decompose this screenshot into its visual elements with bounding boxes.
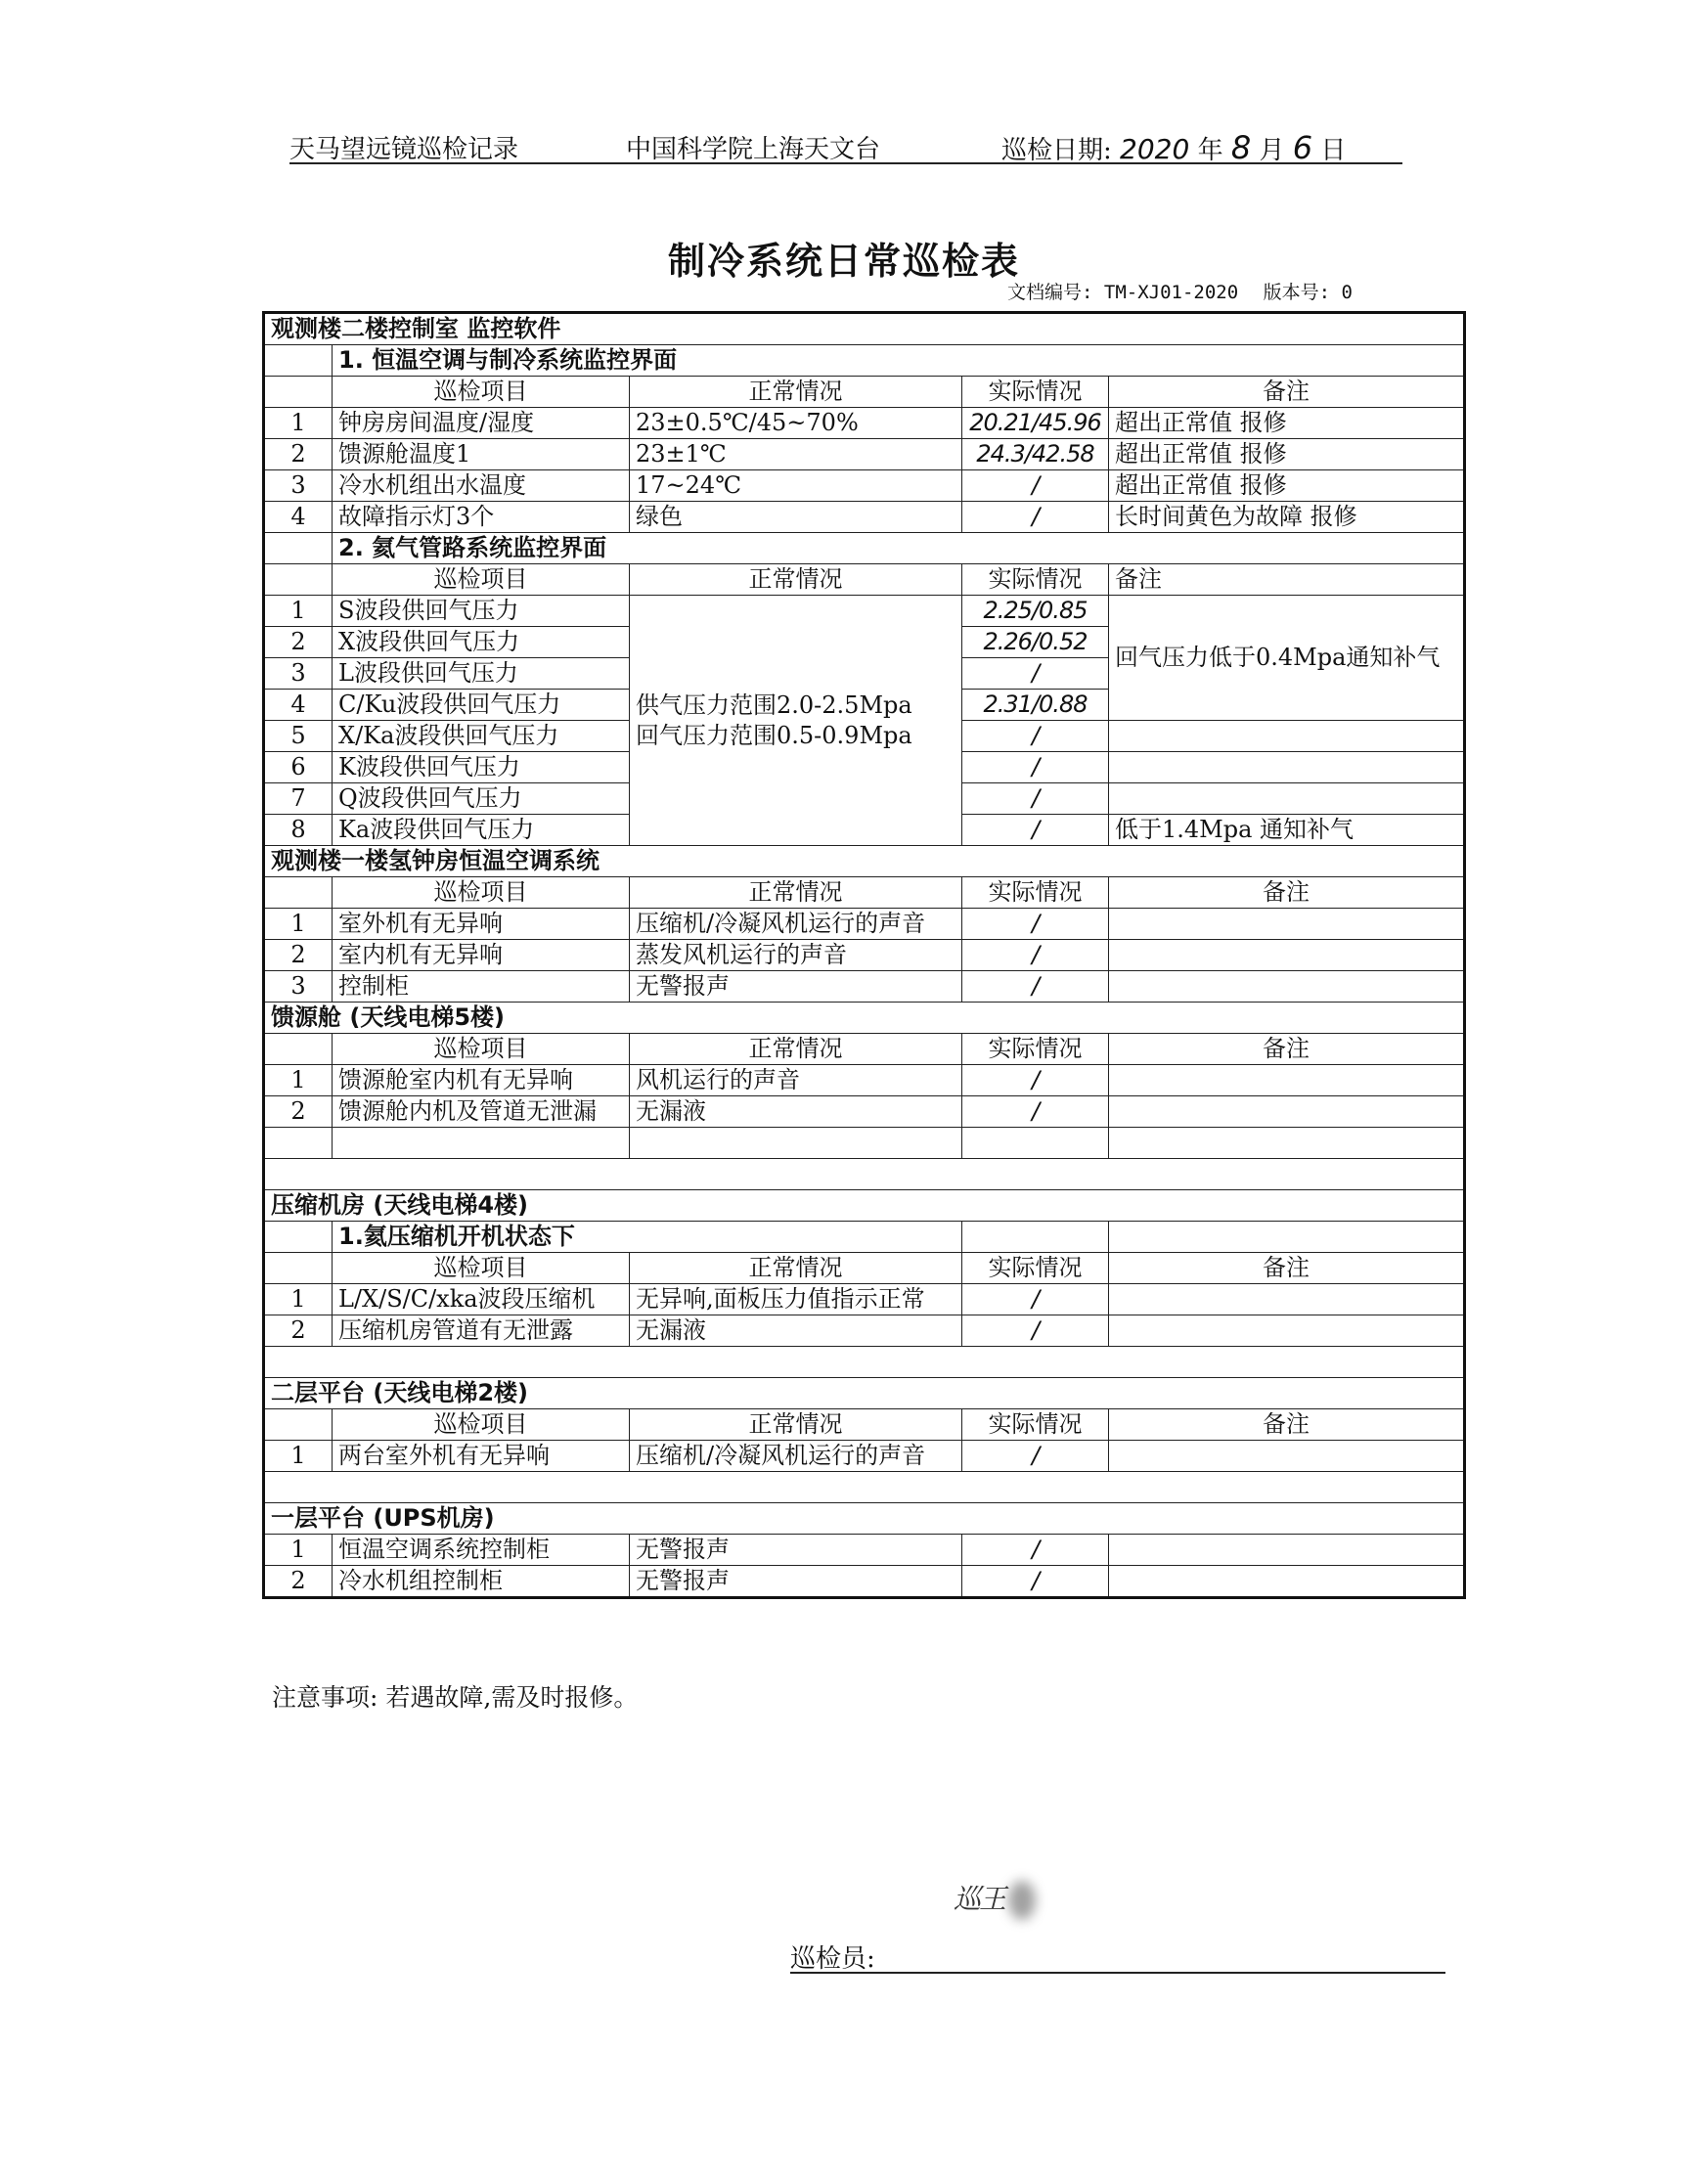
section-header — [264, 313, 1465, 345]
row-item: X波段供回气压力 — [333, 627, 630, 658]
col-remark: 备注 — [1109, 564, 1465, 596]
date-label: 巡检日期: — [1001, 136, 1112, 165]
row-number: 1 — [264, 1441, 333, 1472]
return-pressure-range: 回气压力范围0.5-0.9Mpa — [636, 721, 912, 749]
subsection-title: 1.氦压缩机开机状态下 — [333, 1222, 962, 1253]
row-item: 恒温空调系统控制柜 — [333, 1535, 630, 1566]
section-title: 馈源舱 (天线电梯5楼) — [264, 1003, 1465, 1034]
row-remark — [1109, 1284, 1465, 1315]
row-number: 4 — [264, 690, 333, 721]
row-normal: 无警报声 — [630, 1535, 962, 1566]
signature-smudge — [1008, 1881, 1036, 1920]
row-item: Ka波段供回气压力 — [333, 815, 630, 846]
date-day: 6 — [1292, 129, 1313, 166]
row-actual: / — [962, 971, 1109, 1003]
row-item: 两台室外机有无异响 — [333, 1441, 630, 1472]
row-normal: 压缩机/冷凝风机运行的声音 — [630, 909, 962, 940]
row-item: Q波段供回气压力 — [333, 783, 630, 815]
row-normal: 无漏液 — [630, 1096, 962, 1128]
row-actual: / — [962, 1065, 1109, 1096]
row-actual: 2.25/0.85 — [962, 596, 1109, 627]
col-normal: 正常情况 — [630, 377, 962, 408]
row-number: 1 — [264, 596, 333, 627]
inspector-signature — [954, 1878, 1036, 1920]
row-number: 1 — [264, 1284, 333, 1315]
row-remark: 超出正常值 报修 — [1109, 470, 1465, 502]
row-item: 压缩机房管道有无泄露 — [333, 1315, 630, 1347]
row-actual: 2.31/0.88 — [962, 690, 1109, 721]
table-row — [264, 1566, 1465, 1598]
row-normal: 蒸发风机运行的声音 — [630, 940, 962, 971]
subsection-header — [264, 533, 1465, 564]
col-remark: 备注 — [1109, 877, 1465, 909]
column-header-row — [264, 377, 1465, 408]
row-number: 2 — [264, 940, 333, 971]
section-title: 观测楼二楼控制室 监控软件 — [264, 313, 1465, 345]
doc-number: 文档编号: TM-XJ01-2020 — [1007, 282, 1239, 303]
row-number: 2 — [264, 627, 333, 658]
pressure-remark: 回气压力低于0.4Mpa通知补气 — [1109, 596, 1465, 721]
inspection-date — [1001, 129, 1346, 166]
row-remark — [1109, 721, 1465, 752]
inspector-label: 巡检员: — [790, 1944, 875, 1974]
row-number: 7 — [264, 783, 333, 815]
doc-info — [1007, 278, 1366, 304]
row-item: 馈源舱室内机有无异响 — [333, 1065, 630, 1096]
row-actual: 2.26/0.52 — [962, 627, 1109, 658]
row-remark — [1109, 783, 1465, 815]
row-number: 1 — [264, 909, 333, 940]
row-number: 3 — [264, 971, 333, 1003]
column-header-row — [264, 1409, 1465, 1441]
pressure-normal-range — [630, 596, 962, 846]
table-row — [264, 502, 1465, 533]
row-actual: / — [962, 940, 1109, 971]
row-normal: 23±0.5℃/45~70% — [630, 408, 962, 439]
signature-text: 巡王 — [954, 1883, 1005, 1915]
row-number: 6 — [264, 752, 333, 783]
row-number: 2 — [264, 1566, 333, 1598]
column-header-row — [264, 1253, 1465, 1284]
col-normal: 正常情况 — [630, 1253, 962, 1284]
row-actual: / — [962, 1284, 1109, 1315]
row-remark: 长时间黄色为故障 报修 — [1109, 502, 1465, 533]
header-left: 天马望远镜巡检记录 — [289, 135, 519, 164]
date-month: 8 — [1230, 129, 1252, 166]
col-item: 巡检项目 — [333, 1034, 630, 1065]
page-title: 制冷系统日常巡检表 — [667, 240, 1020, 283]
row-item: L波段供回气压力 — [333, 658, 630, 690]
col-remark: 备注 — [1109, 1253, 1465, 1284]
section-header — [264, 846, 1465, 877]
row-item: K波段供回气压力 — [333, 752, 630, 783]
col-normal: 正常情况 — [630, 877, 962, 909]
row-item: 钟房房间温度/湿度 — [333, 408, 630, 439]
footer-note: 注意事项: 若遇故障,需及时报修。 — [272, 1683, 639, 1712]
row-remark — [1109, 1535, 1465, 1566]
row-number: 1 — [264, 1065, 333, 1096]
row-actual: / — [962, 909, 1109, 940]
spacer-row — [264, 1347, 1465, 1378]
row-actual: / — [962, 815, 1109, 846]
row-actual: / — [962, 783, 1109, 815]
col-item: 巡检项目 — [333, 1253, 630, 1284]
section-header — [264, 1503, 1465, 1535]
section-header — [264, 1190, 1465, 1222]
subsection-title: 1. 恒温空调与制冷系统监控界面 — [333, 345, 1465, 377]
row-remark — [1109, 752, 1465, 783]
col-actual: 实际情况 — [962, 1034, 1109, 1065]
row-actual: / — [962, 502, 1109, 533]
row-item: X/Ka波段供回气压力 — [333, 721, 630, 752]
row-item: L/X/S/C/xka波段压缩机 — [333, 1284, 630, 1315]
col-remark: 备注 — [1109, 1409, 1465, 1441]
row-actual: / — [962, 1315, 1109, 1347]
row-actual: / — [962, 470, 1109, 502]
row-normal: 风机运行的声音 — [630, 1065, 962, 1096]
row-item: 馈源舱温度1 — [333, 439, 630, 470]
row-normal: 17~24℃ — [630, 470, 962, 502]
table-row — [264, 1441, 1465, 1472]
subsection-header — [264, 345, 1465, 377]
row-actual: / — [962, 721, 1109, 752]
table-row — [264, 1096, 1465, 1128]
table-row — [264, 596, 1465, 627]
column-header-row — [264, 1034, 1465, 1065]
section-title: 一层平台 (UPS机房) — [264, 1503, 1465, 1535]
date-month-unit: 月 — [1259, 136, 1285, 165]
table-row — [264, 1315, 1465, 1347]
row-actual: / — [962, 1096, 1109, 1128]
row-normal: 无漏液 — [630, 1315, 962, 1347]
row-item: S波段供回气压力 — [333, 596, 630, 627]
row-number: 3 — [264, 658, 333, 690]
row-normal: 23±1℃ — [630, 439, 962, 470]
row-normal: 压缩机/冷凝风机运行的声音 — [630, 1441, 962, 1472]
row-normal: 无警报声 — [630, 971, 962, 1003]
row-normal: 无异响,面板压力值指示正常 — [630, 1284, 962, 1315]
col-actual: 实际情况 — [962, 1409, 1109, 1441]
col-actual: 实际情况 — [962, 877, 1109, 909]
row-remark — [1109, 971, 1465, 1003]
signature-line — [790, 1972, 1445, 1974]
row-remark: 超出正常值 报修 — [1109, 408, 1465, 439]
row-item: 馈源舱内机及管道无泄漏 — [333, 1096, 630, 1128]
table-row — [264, 1535, 1465, 1566]
row-actual: / — [962, 658, 1109, 690]
row-remark — [1109, 1441, 1465, 1472]
section-header — [264, 1003, 1465, 1034]
row-remark: 超出正常值 报修 — [1109, 439, 1465, 470]
table-row — [264, 408, 1465, 439]
row-number: 3 — [264, 470, 333, 502]
row-item: 室内机有无异响 — [333, 940, 630, 971]
header-rule — [289, 162, 1402, 164]
row-item: 冷水机组控制柜 — [333, 1566, 630, 1598]
table-row — [264, 470, 1465, 502]
col-normal: 正常情况 — [630, 564, 962, 596]
row-actual: 20.21/45.96 — [962, 408, 1109, 439]
row-remark — [1109, 940, 1465, 971]
subsection-header — [264, 1222, 1465, 1253]
row-normal: 绿色 — [630, 502, 962, 533]
row-actual: / — [962, 1441, 1109, 1472]
row-actual: 24.3/42.58 — [962, 439, 1109, 470]
row-number: 1 — [264, 1535, 333, 1566]
row-number: 4 — [264, 502, 333, 533]
row-remark — [1109, 1566, 1465, 1598]
col-actual: 实际情况 — [962, 377, 1109, 408]
row-item: 故障指示灯3个 — [333, 502, 630, 533]
col-item: 巡检项目 — [333, 1409, 630, 1441]
col-remark: 备注 — [1109, 377, 1465, 408]
row-number: 2 — [264, 1315, 333, 1347]
row-normal: 无警报声 — [630, 1566, 962, 1598]
row-number: 2 — [264, 1096, 333, 1128]
row-actual: / — [962, 1566, 1109, 1598]
col-actual: 实际情况 — [962, 1253, 1109, 1284]
section-header — [264, 1378, 1465, 1409]
row-item: 室外机有无异响 — [333, 909, 630, 940]
inspection-table — [262, 311, 1466, 1599]
col-normal: 正常情况 — [630, 1409, 962, 1441]
col-normal: 正常情况 — [630, 1034, 962, 1065]
row-actual: / — [962, 752, 1109, 783]
col-remark: 备注 — [1109, 1034, 1465, 1065]
date-year: 2020 — [1120, 133, 1190, 165]
col-actual: 实际情况 — [962, 564, 1109, 596]
row-remark — [1109, 1315, 1465, 1347]
spacer-row — [264, 1159, 1465, 1190]
column-header-row — [264, 564, 1465, 596]
row-number: 1 — [264, 408, 333, 439]
row-item: 冷水机组出水温度 — [333, 470, 630, 502]
section-title: 观测楼一楼氢钟房恒温空调系统 — [264, 846, 1465, 877]
row-remark — [1109, 1065, 1465, 1096]
header-center: 中国科学院上海天文台 — [626, 135, 881, 164]
row-item: C/Ku波段供回气压力 — [333, 690, 630, 721]
supply-pressure-range: 供气压力范围2.0-2.5Mpa — [636, 691, 912, 719]
doc-version: 版本号: 0 — [1263, 282, 1353, 303]
table-row — [264, 439, 1465, 470]
empty-row — [264, 1128, 1465, 1159]
section-title: 压缩机房 (天线电梯4楼) — [264, 1190, 1465, 1222]
date-year-unit: 年 — [1197, 136, 1223, 165]
row-number: 2 — [264, 439, 333, 470]
col-item: 巡检项目 — [333, 877, 630, 909]
table-row — [264, 1065, 1465, 1096]
spacer-row — [264, 1472, 1465, 1503]
table-row — [264, 909, 1465, 940]
row-remark — [1109, 1096, 1465, 1128]
column-header-row — [264, 877, 1465, 909]
row-item: 控制柜 — [333, 971, 630, 1003]
table-row — [264, 971, 1465, 1003]
row-remark — [1109, 909, 1465, 940]
col-item: 巡检项目 — [333, 564, 630, 596]
row-remark: 低于1.4Mpa 通知补气 — [1109, 815, 1465, 846]
section-title: 二层平台 (天线电梯2楼) — [264, 1378, 1465, 1409]
table-row — [264, 1284, 1465, 1315]
row-number: 5 — [264, 721, 333, 752]
row-actual: / — [962, 1535, 1109, 1566]
date-day-unit: 日 — [1320, 136, 1347, 165]
table-row — [264, 940, 1465, 971]
subsection-title: 2. 氦气管路系统监控界面 — [333, 533, 1465, 564]
row-number: 8 — [264, 815, 333, 846]
col-item: 巡检项目 — [333, 377, 630, 408]
